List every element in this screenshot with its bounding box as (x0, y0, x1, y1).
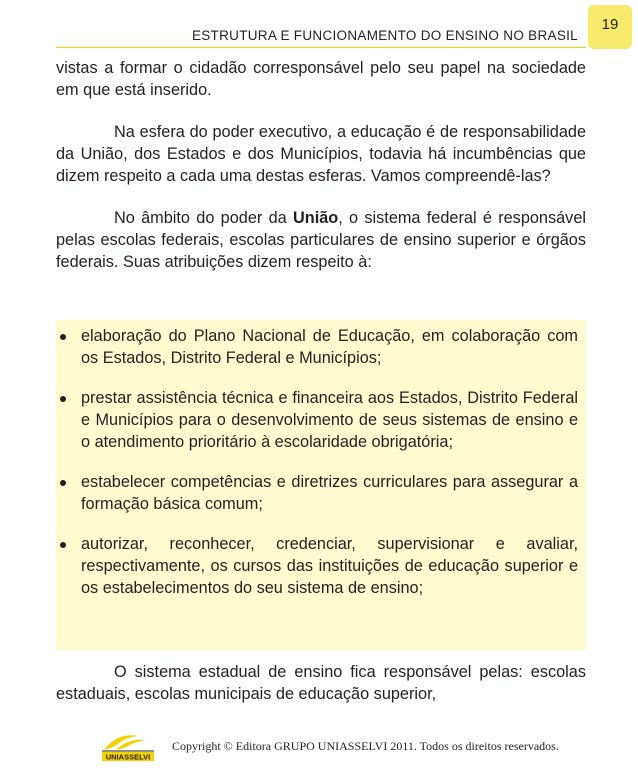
list-item-text: elaboração do Plano Nacional de Educação, em colaboração com os Estados, Distrito Federal e Municípios; (81, 327, 578, 367)
footer-copyright: Copyright © Editora GRUPO UNIASSELVI 2011. Todos os direitos reservados. (172, 739, 559, 753)
body-text-continued (56, 661, 586, 705)
paragraph-3-end: , o sistema federal é responsável pelas escolas federais, escolas particulares de ensino superior e órgãos federais. Suas atribuições dizem respeito à: (56, 209, 586, 271)
list-item-text: prestar assistência técnica e financeira aos Estados, Distrito Federal e Municípios para o desenvolvimento de seus sistemas de ensino e o atendimento prioritário à escolaridade obrigatória; (81, 389, 578, 451)
paragraph-3-bold: União (293, 209, 339, 227)
page-number-badge: 19 (588, 5, 632, 49)
bullet-icon (60, 542, 66, 548)
list-item-text: autorizar, reconhecer, credenciar, supervisionar e avaliar, respectivamente, os cursos das instituições de educação superior e os estabelecimentos do seu sistema de ensino; (81, 535, 578, 597)
bullet-icon (60, 396, 66, 402)
list-item (56, 471, 586, 515)
paragraph-2: Na esfera do poder executivo, a educação é de responsabilidade da União, dos Estados e dos Municípios, todavia há incumbências que dizem respeito a cada uma destas esferas. Vamos compreendê-las? (56, 123, 586, 185)
bullet-icon (60, 480, 66, 486)
paragraph-4: O sistema estadual de ensino fica responsável pelas: escolas estaduais, escolas municipais de educação superior, (56, 663, 586, 703)
paragraph-3 (56, 207, 586, 273)
header-divider (56, 47, 586, 48)
paragraph-1: vistas a formar o cidadão corresponsável pelo seu papel na sociedade em que está inserido. (56, 59, 586, 99)
list-item-text: estabelecer competências e diretrizes curriculares para assegurar a formação básica comum; (81, 473, 578, 513)
paragraph-3-start: No âmbito do poder da (114, 209, 293, 227)
list-item (56, 325, 586, 369)
list-item (56, 387, 586, 453)
list-item (56, 533, 586, 599)
uniasselvi-logo (100, 730, 156, 764)
header-title: ESTRUTURA E FUNCIONAMENTO DO ENSINO NO BRASIL (191, 28, 578, 43)
bullet-icon (60, 334, 66, 340)
logo-text: UNIASSELVI (105, 752, 151, 762)
attributions-list (56, 325, 586, 617)
body-text (56, 57, 586, 273)
